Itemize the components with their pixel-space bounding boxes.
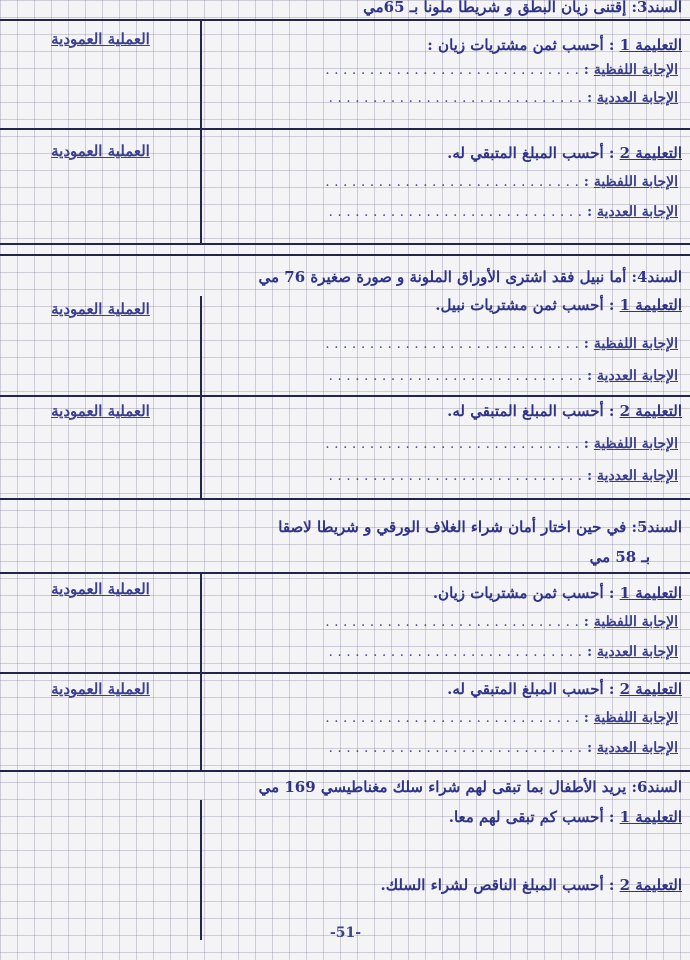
task-text: : أحسب المبلغ المتبقي له. <box>447 144 615 162</box>
task-text: : أحسب كم تبقى لهم معا. <box>448 808 615 826</box>
page-number: -51- <box>330 925 362 941</box>
answer-label: الإجابة اللفظية <box>593 710 678 726</box>
answer-verbal-3-2: الإجابة اللفظية : . . . . . . . . . . . . . . . . . . . . . . . . . . . . . <box>325 174 678 190</box>
task-5-2 <box>447 680 682 698</box>
answer-verbal-5-2: الإجابة اللفظية : . . . . . . . . . . . . . . . . . . . . . . . . . . . . . <box>325 710 678 726</box>
answer-label: الإجابة العددية <box>597 740 678 756</box>
task-label: التعليمة 2 <box>619 680 682 698</box>
answer-blank: . . . . . . . . . . . . . . . . . . . . . . . . . . . . . <box>328 90 583 106</box>
column-divider <box>200 395 202 498</box>
answer-verbal-3-1: الإجابة اللفظية : . . . . . . . . . . . . . . . . . . . . . . . . . . . . . <box>325 62 678 78</box>
answer-blank: . . . . . . . . . . . . . . . . . . . . . . . . . . . . . <box>325 436 579 452</box>
column-divider <box>200 128 202 243</box>
answer-numeric-4-2: الإجابة العددية : . . . . . . . . . . . . . . . . . . . . . . . . . . . . . <box>328 468 678 484</box>
answer-blank: . . . . . . . . . . . . . . . . . . . . . . . . . . . . . <box>328 368 583 384</box>
answer-label: الإجابة اللفظية <box>593 614 678 630</box>
vertical-operation-label: العملية العمودية <box>51 30 150 48</box>
task-label: التعليمة 2 <box>619 876 682 894</box>
statement-6: السند6: يريد الأطفال بما تبقى لهم شراء سلك مغناطيسي 169 مي <box>258 778 682 796</box>
answer-label: الإجابة العددية <box>597 468 678 484</box>
answer-blank: . . . . . . . . . . . . . . . . . . . . . . . . . . . . . <box>325 614 579 630</box>
answer-blank: . . . . . . . . . . . . . . . . . . . . . . . . . . . . . <box>328 204 583 220</box>
answer-label: الإجابة العددية <box>597 368 678 384</box>
task-6-1 <box>449 808 682 826</box>
divider <box>0 672 690 674</box>
task-text: : أحسب ثمن مشتريات زيان : <box>427 36 615 54</box>
divider <box>0 243 690 245</box>
answer-blank: . . . . . . . . . . . . . . . . . . . . . . . . . . . . . <box>325 336 579 352</box>
answer-numeric-5-1: الإجابة العددية : . . . . . . . . . . . . . . . . . . . . . . . . . . . . . <box>328 644 678 660</box>
vertical-operation-label: العملية العمودية <box>51 300 150 318</box>
statement-3: السند3: إقتنى زيان البطق و شريطا ملونا بـ 65مي <box>363 0 682 16</box>
vertical-operation-label: العملية العمودية <box>51 580 150 598</box>
answer-label: الإجابة اللفظية <box>593 336 678 352</box>
answer-label: الإجابة اللفظية <box>593 436 678 452</box>
task-label: التعليمة 2 <box>619 402 682 420</box>
divider <box>0 498 690 500</box>
answer-verbal-4-1: الإجابة اللفظية : . . . . . . . . . . . . . . . . . . . . . . . . . . . . . <box>325 336 678 352</box>
task-4-2 <box>447 402 682 420</box>
answer-blank: . . . . . . . . . . . . . . . . . . . . . . . . . . . . . <box>325 710 579 726</box>
task-label: التعليمة 1 <box>619 584 682 602</box>
answer-label: الإجابة العددية <box>597 644 678 660</box>
vertical-operation-label: العملية العمودية <box>51 680 150 698</box>
task-label: التعليمة 1 <box>619 36 682 54</box>
task-text: : أحسب المبلغ المتبقي له. <box>447 402 615 420</box>
answer-label: الإجابة اللفظية <box>593 174 678 190</box>
statement-5: السند5: في حين اختار أمان شراء الغلاف الورقي و شريطا لاصقا <box>278 518 682 536</box>
divider <box>0 395 690 397</box>
task-label: التعليمة 2 <box>619 144 682 162</box>
answer-label: الإجابة العددية <box>597 90 678 106</box>
answer-blank: . . . . . . . . . . . . . . . . . . . . . . . . . . . . . <box>328 740 583 756</box>
answer-numeric-4-1: الإجابة العددية : . . . . . . . . . . . . . . . . . . . . . . . . . . . . . <box>328 368 678 384</box>
column-divider <box>200 19 202 129</box>
task-text: : أحسب ثمن مشتريات زيان. <box>432 584 615 602</box>
task-label: التعليمة 1 <box>619 296 682 314</box>
task-5-1 <box>433 584 682 602</box>
answer-blank: . . . . . . . . . . . . . . . . . . . . . . . . . . . . . <box>325 62 579 78</box>
task-4-1 <box>435 296 682 314</box>
statement-4: السند4: أما نبيل فقد اشترى الأوراق الملونة و صورة صغيرة 76 مي <box>258 268 682 286</box>
answer-numeric-3-1: الإجابة العددية : . . . . . . . . . . . . . . . . . . . . . . . . . . . . . <box>328 90 678 106</box>
task-3-2 <box>447 144 682 162</box>
answer-blank: . . . . . . . . . . . . . . . . . . . . . . . . . . . . . <box>325 174 579 190</box>
task-text: : أحسب المبلغ الناقص لشراء السلك. <box>380 876 615 894</box>
statement-5-cont: بـ 58 مي <box>589 548 650 566</box>
answer-verbal-4-2: الإجابة اللفظية : . . . . . . . . . . . . . . . . . . . . . . . . . . . . . <box>325 436 678 452</box>
task-text: : أحسب ثمن مشتريات نبيل. <box>435 296 615 314</box>
task-6-2 <box>381 876 682 894</box>
column-divider <box>200 572 202 672</box>
task-label: التعليمة 1 <box>619 808 682 826</box>
answer-label: الإجابة العددية <box>597 204 678 220</box>
task-3-1 <box>427 36 682 54</box>
answer-numeric-3-2: الإجابة العددية : . . . . . . . . . . . . . . . . . . . . . . . . . . . . . <box>328 204 678 220</box>
divider <box>0 572 690 574</box>
answer-label: الإجابة اللفظية <box>593 62 678 78</box>
vertical-operation-label: العملية العمودية <box>51 402 150 420</box>
answer-blank: . . . . . . . . . . . . . . . . . . . . . . . . . . . . . <box>328 644 583 660</box>
vertical-operation-label: العملية العمودية <box>51 142 150 160</box>
column-divider <box>200 296 202 396</box>
divider <box>0 770 690 772</box>
answer-blank: . . . . . . . . . . . . . . . . . . . . . . . . . . . . . <box>328 468 583 484</box>
answer-numeric-5-2: الإجابة العددية : . . . . . . . . . . . . . . . . . . . . . . . . . . . . . <box>328 740 678 756</box>
divider <box>0 19 690 21</box>
divider <box>0 128 690 130</box>
answer-verbal-5-1: الإجابة اللفظية : . . . . . . . . . . . . . . . . . . . . . . . . . . . . . <box>325 614 678 630</box>
divider <box>0 254 690 256</box>
column-divider <box>200 672 202 770</box>
task-text: : أحسب المبلغ المتبقي له. <box>447 680 615 698</box>
column-divider <box>200 800 202 940</box>
